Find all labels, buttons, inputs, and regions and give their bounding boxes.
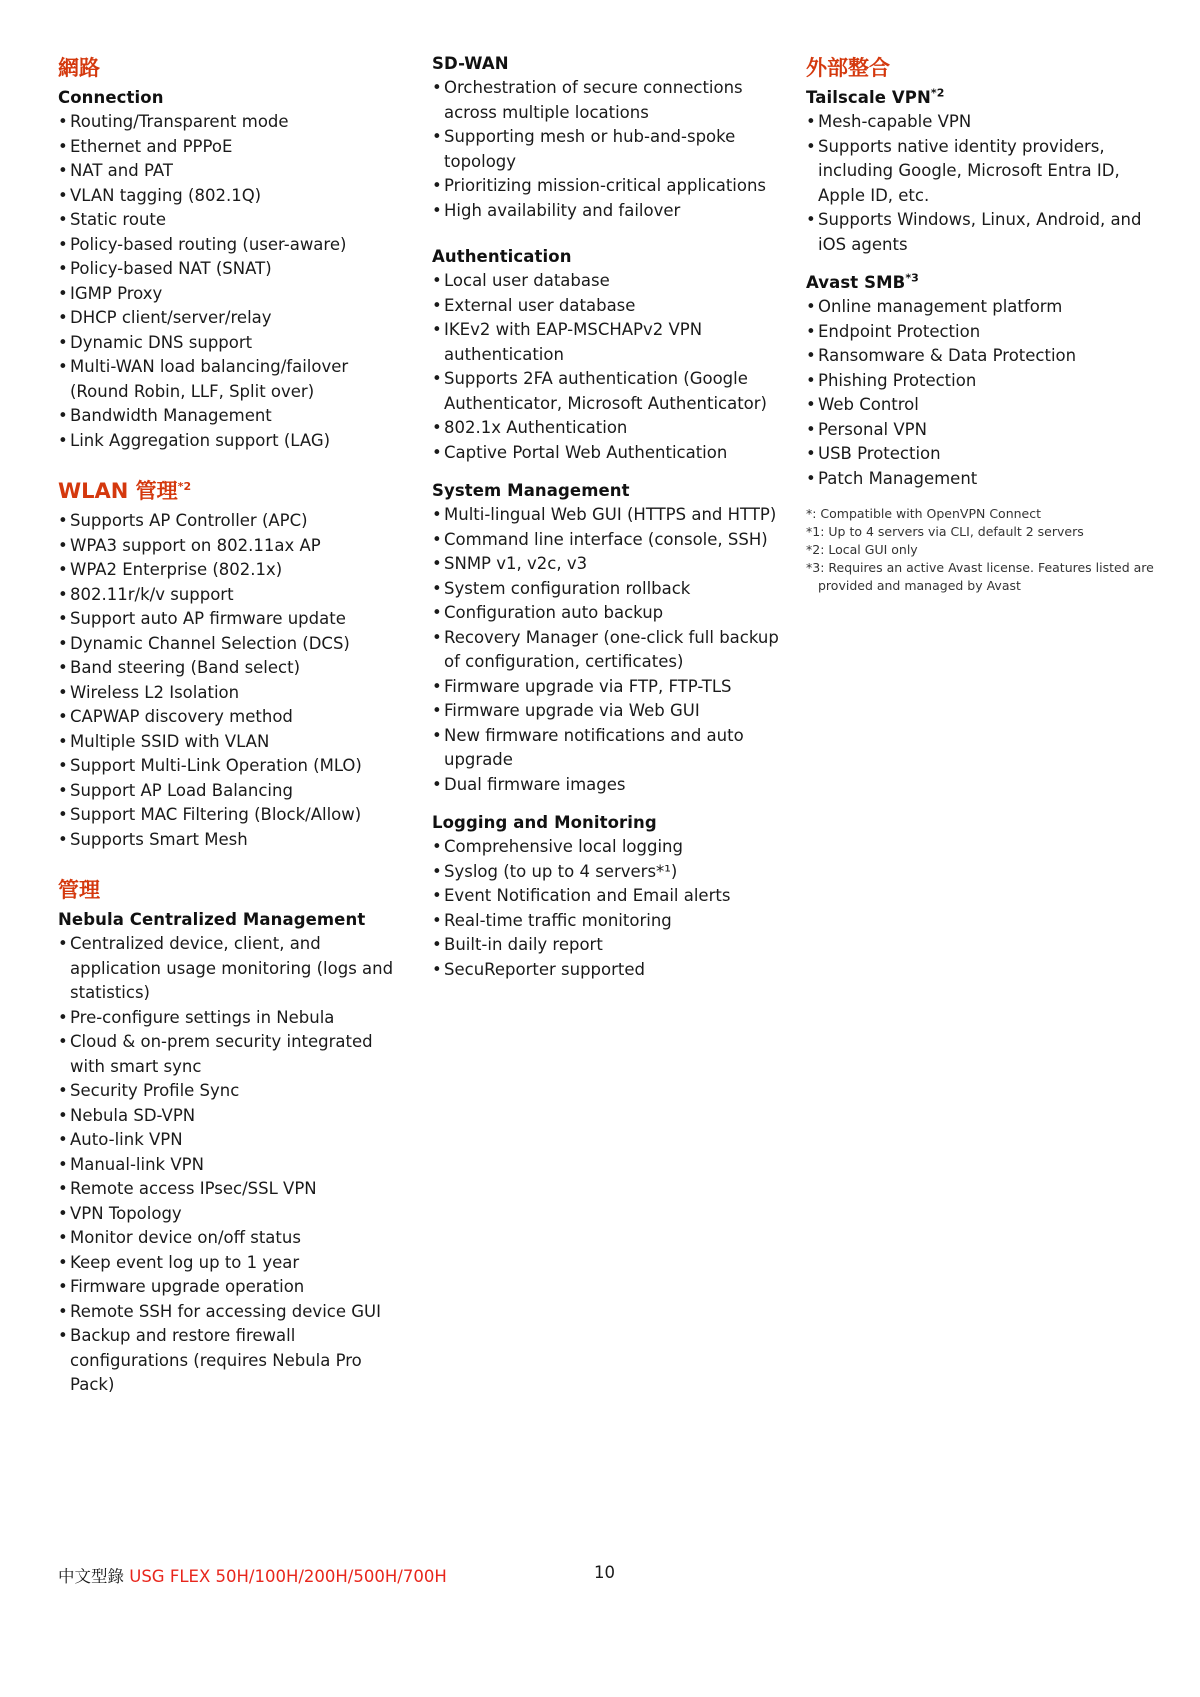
bullet-icon: • [806,136,816,156]
list-item [58,404,408,429]
list-item [432,933,792,958]
list-item [58,1030,408,1079]
list-item [58,184,408,209]
list-item-text: Support AP Load Balancing [70,780,293,800]
bullet-icon: • [58,707,68,726]
bullet-icon: • [432,295,442,315]
list-item [432,199,792,224]
category-wlan-title [58,475,408,507]
footnote: *: Compatible with OpenVPN Connect [806,506,1042,521]
list-item [432,724,792,773]
bullet-icon: • [432,603,442,622]
bullet-icon: • [58,161,68,180]
bullet-icon: • [432,701,442,720]
footnote: *1: Up to 4 servers via CLI, default 2 servers [806,524,1084,539]
list-item [58,558,408,583]
list-item-text: Phishing Protection [818,370,977,390]
list-item-text: Supports Windows, Linux, Android, and iOS agents [818,210,1142,254]
bullet-icon: • [432,935,442,954]
list-item [806,295,1166,320]
bullet-icon: • [58,658,68,677]
list-item-text: Policy-based routing (user-aware) [70,234,347,254]
tailscale-title [806,86,1166,110]
list-item [58,135,408,160]
list-item-text: Ransomware & Data Protection [818,346,1077,365]
connection-title: Connection [58,88,164,107]
list-item-text: Firmware upgrade via Web GUI [444,701,700,720]
bullet-icon: • [58,332,68,352]
bullet-icon: • [58,283,68,303]
list-item-text: External user database [444,295,636,315]
bullet-icon: • [806,370,816,390]
column-middle [432,52,792,982]
list-item-text: Policy-based NAT (SNAT) [70,259,272,278]
list-item-text: Online management platform [818,297,1063,316]
footnote: *3: Requires an active Avast license. Features listed are provided and managed by Avast [806,560,1154,593]
list-item [58,1079,408,1104]
list-item-text: SecuReporter supported [444,959,646,979]
list-item-text: Supports 2FA authentication (Google Authenticator, Microsoft Authenticator) [444,369,767,413]
nebula-title: Nebula Centralized Management [58,910,366,929]
list-item [806,208,1166,257]
list-item [58,803,408,828]
list-item-text: Event Notification and Email alerts [444,886,731,905]
list-item [58,607,408,632]
list-item [58,1177,408,1202]
wlan-list [58,509,408,852]
bullet-icon: • [432,959,442,979]
bullet-icon: • [432,861,442,881]
bullet-icon: • [58,1007,68,1027]
nebula-list [58,932,408,1398]
list-item-text: 802.11r/k/v support [70,584,234,604]
bullet-icon: • [806,395,816,414]
bullet-icon: • [432,774,442,794]
list-item-text: Real-time traffic monitoring [444,910,672,930]
bullet-icon: • [58,731,68,751]
list-item [806,467,1166,492]
list-item-text: WPA2 Enterprise (802.1x) [70,560,283,579]
list-item [58,509,408,534]
footnotes [806,505,1166,595]
list-item [432,835,792,860]
list-item [58,632,408,657]
bullet-icon: • [58,1154,68,1174]
list-item-text: Endpoint Protection [818,321,981,341]
list-item-text: Keep event log up to 1 year [70,1252,300,1272]
list-item [432,294,792,319]
bullet-icon: • [58,136,68,156]
list-item-text: CAPWAP discovery method [70,707,293,726]
bullet-icon: • [58,259,68,278]
list-item [58,705,408,730]
bullet-icon: • [806,419,816,439]
list-item-text: System configuration rollback [444,578,691,598]
tailscale-title-text: Tailscale VPN [806,88,931,107]
bullet-icon: • [58,185,68,205]
list-item [432,860,792,885]
bullet-icon: • [58,308,68,327]
list-item [432,675,792,700]
list-item-text: 802.1x Authentication [444,418,628,437]
list-item-text: Multi-WAN load balancing/failover (Round Robin, LLF, Split over) [70,357,349,401]
list-item [432,699,792,724]
list-item-text: IGMP Proxy [70,283,163,303]
list-item-text: IKEv2 with EAP-MSCHAPv2 VPN authentication [444,320,703,364]
list-item-text: Support auto AP firmware update [70,609,346,628]
system-management-title: System Management [432,481,630,500]
bullet-icon: • [432,369,442,388]
bullet-icon: • [58,609,68,628]
list-item-text: Remote SSH for accessing device GUI [70,1301,381,1321]
avast-title-text: Avast SMB [806,273,906,292]
list-item-text: Configuration auto backup [444,603,664,622]
bullet-icon: • [58,780,68,800]
list-item-text: Static route [70,210,167,229]
list-item-text: USB Protection [818,444,941,463]
list-item [58,1006,408,1031]
footnote: *2: Local GUI only [806,542,918,557]
bullet-icon: • [432,578,442,598]
authentication-title: Authentication [432,247,572,266]
list-item [806,418,1166,443]
list-item [806,135,1166,209]
list-item [432,416,792,441]
list-item-text: Nebula SD-VPN [70,1105,196,1125]
list-item-text: VLAN tagging (802.1Q) [70,185,262,205]
list-item [58,306,408,331]
list-item [432,441,792,466]
bullet-icon: • [432,78,442,97]
list-item-text: Recovery Manager (one-click full backup of configuration, certificates) [444,627,779,671]
avast-footnote-mark: *3 [905,271,919,285]
bullet-icon: • [432,886,442,905]
list-item [432,626,792,675]
list-item [58,1128,408,1153]
bullet-icon: • [58,1081,68,1100]
list-item-text: Support MAC Filtering (Block/Allow) [70,805,362,824]
bullet-icon: • [58,210,68,229]
list-item [432,269,792,294]
bullet-icon: • [432,725,442,745]
bullet-icon: • [432,418,442,437]
list-item-text: Syslog (to up to 4 servers*¹) [444,861,678,881]
list-item [58,583,408,608]
list-item [58,208,408,233]
wlan-title-text: WLAN 管理 [58,479,178,503]
bullet-icon: • [58,1252,68,1272]
list-item [806,393,1166,418]
list-item [432,367,792,416]
avast-list [806,295,1166,491]
list-item [432,884,792,909]
bullet-icon: • [432,442,442,462]
list-item-text: Local user database [444,271,610,290]
wlan-footnote-mark: *2 [177,480,192,493]
bullet-icon: • [58,112,68,131]
list-item [58,681,408,706]
bullet-icon: • [432,320,442,339]
product-model: USG FLEX 50H/100H/200H/500H/700H [129,1567,447,1586]
list-item-text: Link Aggregation support (LAG) [70,430,331,450]
list-item-text: NAT and PAT [70,161,173,180]
list-item-text: Auto-link VPN [70,1130,183,1149]
bullet-icon: • [432,505,442,524]
list-item [58,1202,408,1227]
list-item [58,1251,408,1276]
list-item [806,344,1166,369]
list-item-text: Prioritizing mission-critical applications [444,176,767,195]
list-item-text: Captive Portal Web Authentication [444,442,728,462]
list-item [432,577,792,602]
list-item-text: Patch Management [818,468,978,488]
bullet-icon: • [432,529,442,549]
list-item [58,828,408,853]
bullet-icon: • [58,934,68,953]
list-item [58,534,408,559]
list-item [432,958,792,983]
list-item [58,779,408,804]
page-footer [58,1563,447,1587]
list-item [58,257,408,282]
list-item-text: Wireless L2 Isolation [70,682,240,702]
bullet-icon: • [432,627,442,647]
bullet-icon: • [58,234,68,254]
bullet-icon: • [806,112,816,131]
bullet-icon: • [58,1130,68,1149]
list-item-text: Dual firmware images [444,774,626,794]
list-item-text: Centralized device, client, and application usage monitoring (logs and statistics) [70,934,394,1002]
list-item-text: High availability and failover [444,200,681,220]
bullet-icon: • [432,127,442,146]
bullet-icon: • [58,633,68,653]
list-item-text: WPA3 support on 802.11ax AP [70,535,321,555]
list-item-text: New firmware notifications and auto upgrade [444,725,744,769]
list-item-text: Manual-link VPN [70,1154,204,1174]
list-item-text: Backup and restore firewall configurations (requires Nebula Pro Pack) [70,1326,362,1394]
list-item-text: Dynamic DNS support [70,332,253,352]
bullet-icon: • [58,1326,68,1345]
category-management-title: 管理 [58,878,100,902]
logging-list [432,835,792,982]
list-item-text: Firmware upgrade via FTP, FTP-TLS [444,676,732,696]
bullet-icon: • [58,682,68,702]
bullet-icon: • [806,468,816,488]
list-item-text: Routing/Transparent mode [70,112,289,131]
bullet-icon: • [58,756,68,775]
list-item [58,233,408,258]
bullet-icon: • [58,584,68,604]
bullet-icon: • [432,676,442,696]
list-item [58,282,408,307]
page-number: 10 [594,1563,615,1582]
list-item-text: Supports native identity providers, including Google, Microsoft Entra ID, Apple ID, etc. [818,136,1120,205]
bullet-icon: • [58,829,68,849]
list-item [58,754,408,779]
list-item [806,320,1166,345]
tailscale-footnote-mark: *2 [930,86,945,100]
bullet-icon: • [58,1032,68,1051]
list-item [58,1275,408,1300]
list-item-text: Multiple SSID with VLAN [70,731,270,751]
list-item-text: Orchestration of secure connections across multiple locations [444,78,743,122]
list-item [432,909,792,934]
list-item [432,528,792,553]
list-item [58,331,408,356]
list-item [58,159,408,184]
avast-title [806,271,1166,295]
list-item [432,773,792,798]
logging-title: Logging and Monitoring [432,813,657,832]
list-item-text: Remote access IPsec/SSL VPN [70,1179,317,1198]
list-item [432,318,792,367]
bullet-icon: • [58,406,68,425]
list-item [58,429,408,454]
sdwan-title: SD-WAN [432,54,509,73]
list-item-text: Supports AP Controller (APC) [70,511,308,530]
list-item-text: VPN Topology [70,1203,182,1223]
bullet-icon: • [806,210,816,229]
list-item-text: Built-in daily report [444,935,603,954]
list-item [806,369,1166,394]
list-item-text: DHCP client/server/relay [70,308,272,327]
bullet-icon: • [806,346,816,365]
bullet-icon: • [58,535,68,555]
bullet-icon: • [58,1105,68,1125]
bullet-icon: • [58,1277,68,1296]
category-integration-title: 外部整合 [806,56,890,80]
list-item [58,1153,408,1178]
list-item-text: Mesh-capable VPN [818,112,972,131]
column-right [806,52,1166,595]
bullet-icon: • [58,1301,68,1321]
list-item [432,174,792,199]
list-item [432,601,792,626]
bullet-icon: • [58,1203,68,1223]
list-item-text: Support Multi-Link Operation (MLO) [70,756,362,775]
list-item-text: Pre-configure settings in Nebula [70,1007,335,1027]
list-item-text: Cloud & on-prem security integrated with smart sync [70,1032,373,1076]
bullet-icon: • [58,1228,68,1247]
bullet-icon: • [58,805,68,824]
list-item-text: Supports Smart Mesh [70,829,248,849]
list-item-text: Personal VPN [818,419,927,439]
list-item [432,552,792,577]
list-item [58,656,408,681]
list-item-text: Ethernet and PPPoE [70,136,233,156]
bullet-icon: • [58,430,68,450]
list-item-text: Band steering (Band select) [70,658,301,677]
catalog-label: 中文型錄 [58,1567,124,1586]
tailscale-list [806,110,1166,257]
bullet-icon: • [806,321,816,341]
list-item [58,1226,408,1251]
list-item [432,76,792,125]
bullet-icon: • [432,910,442,930]
list-item-text: Dynamic Channel Selection (DCS) [70,633,350,653]
list-item-text: Bandwidth Management [70,406,272,425]
list-item [432,503,792,528]
list-item-text: Multi-lingual Web GUI (HTTPS and HTTP) [444,505,777,524]
list-item [806,110,1166,135]
list-item [58,110,408,135]
list-item-text: Monitor device on/off status [70,1228,301,1247]
bullet-icon: • [432,271,442,290]
bullet-icon: • [58,1179,68,1198]
list-item [58,1300,408,1325]
connection-list [58,110,408,453]
list-item-text: Supporting mesh or hub-and-spoke topology [444,127,736,171]
list-item-text: Web Control [818,395,919,414]
bullet-icon: • [806,297,816,316]
list-item-text: Command line interface (console, SSH) [444,529,768,549]
column-left [58,52,408,1398]
authentication-list [432,269,792,465]
list-item-text: Security Profile Sync [70,1081,240,1100]
list-item [58,1104,408,1129]
bullet-icon: • [58,511,68,530]
bullet-icon: • [432,837,442,856]
sdwan-list [432,76,792,223]
category-network-title: 網路 [58,56,100,80]
list-item [806,442,1166,467]
list-item [58,355,408,404]
bullet-icon: • [432,176,442,195]
list-item-text: Comprehensive local logging [444,837,683,856]
list-item-text: SNMP v1, v2c, v3 [444,554,588,573]
bullet-icon: • [432,554,442,573]
list-item [432,125,792,174]
list-item [58,1324,408,1398]
system-management-list [432,503,792,797]
bullet-icon: • [806,444,816,463]
list-item-text: Firmware upgrade operation [70,1277,305,1296]
list-item [58,730,408,755]
bullet-icon: • [432,200,442,220]
bullet-icon: • [58,357,68,376]
list-item [58,932,408,1006]
bullet-icon: • [58,560,68,579]
